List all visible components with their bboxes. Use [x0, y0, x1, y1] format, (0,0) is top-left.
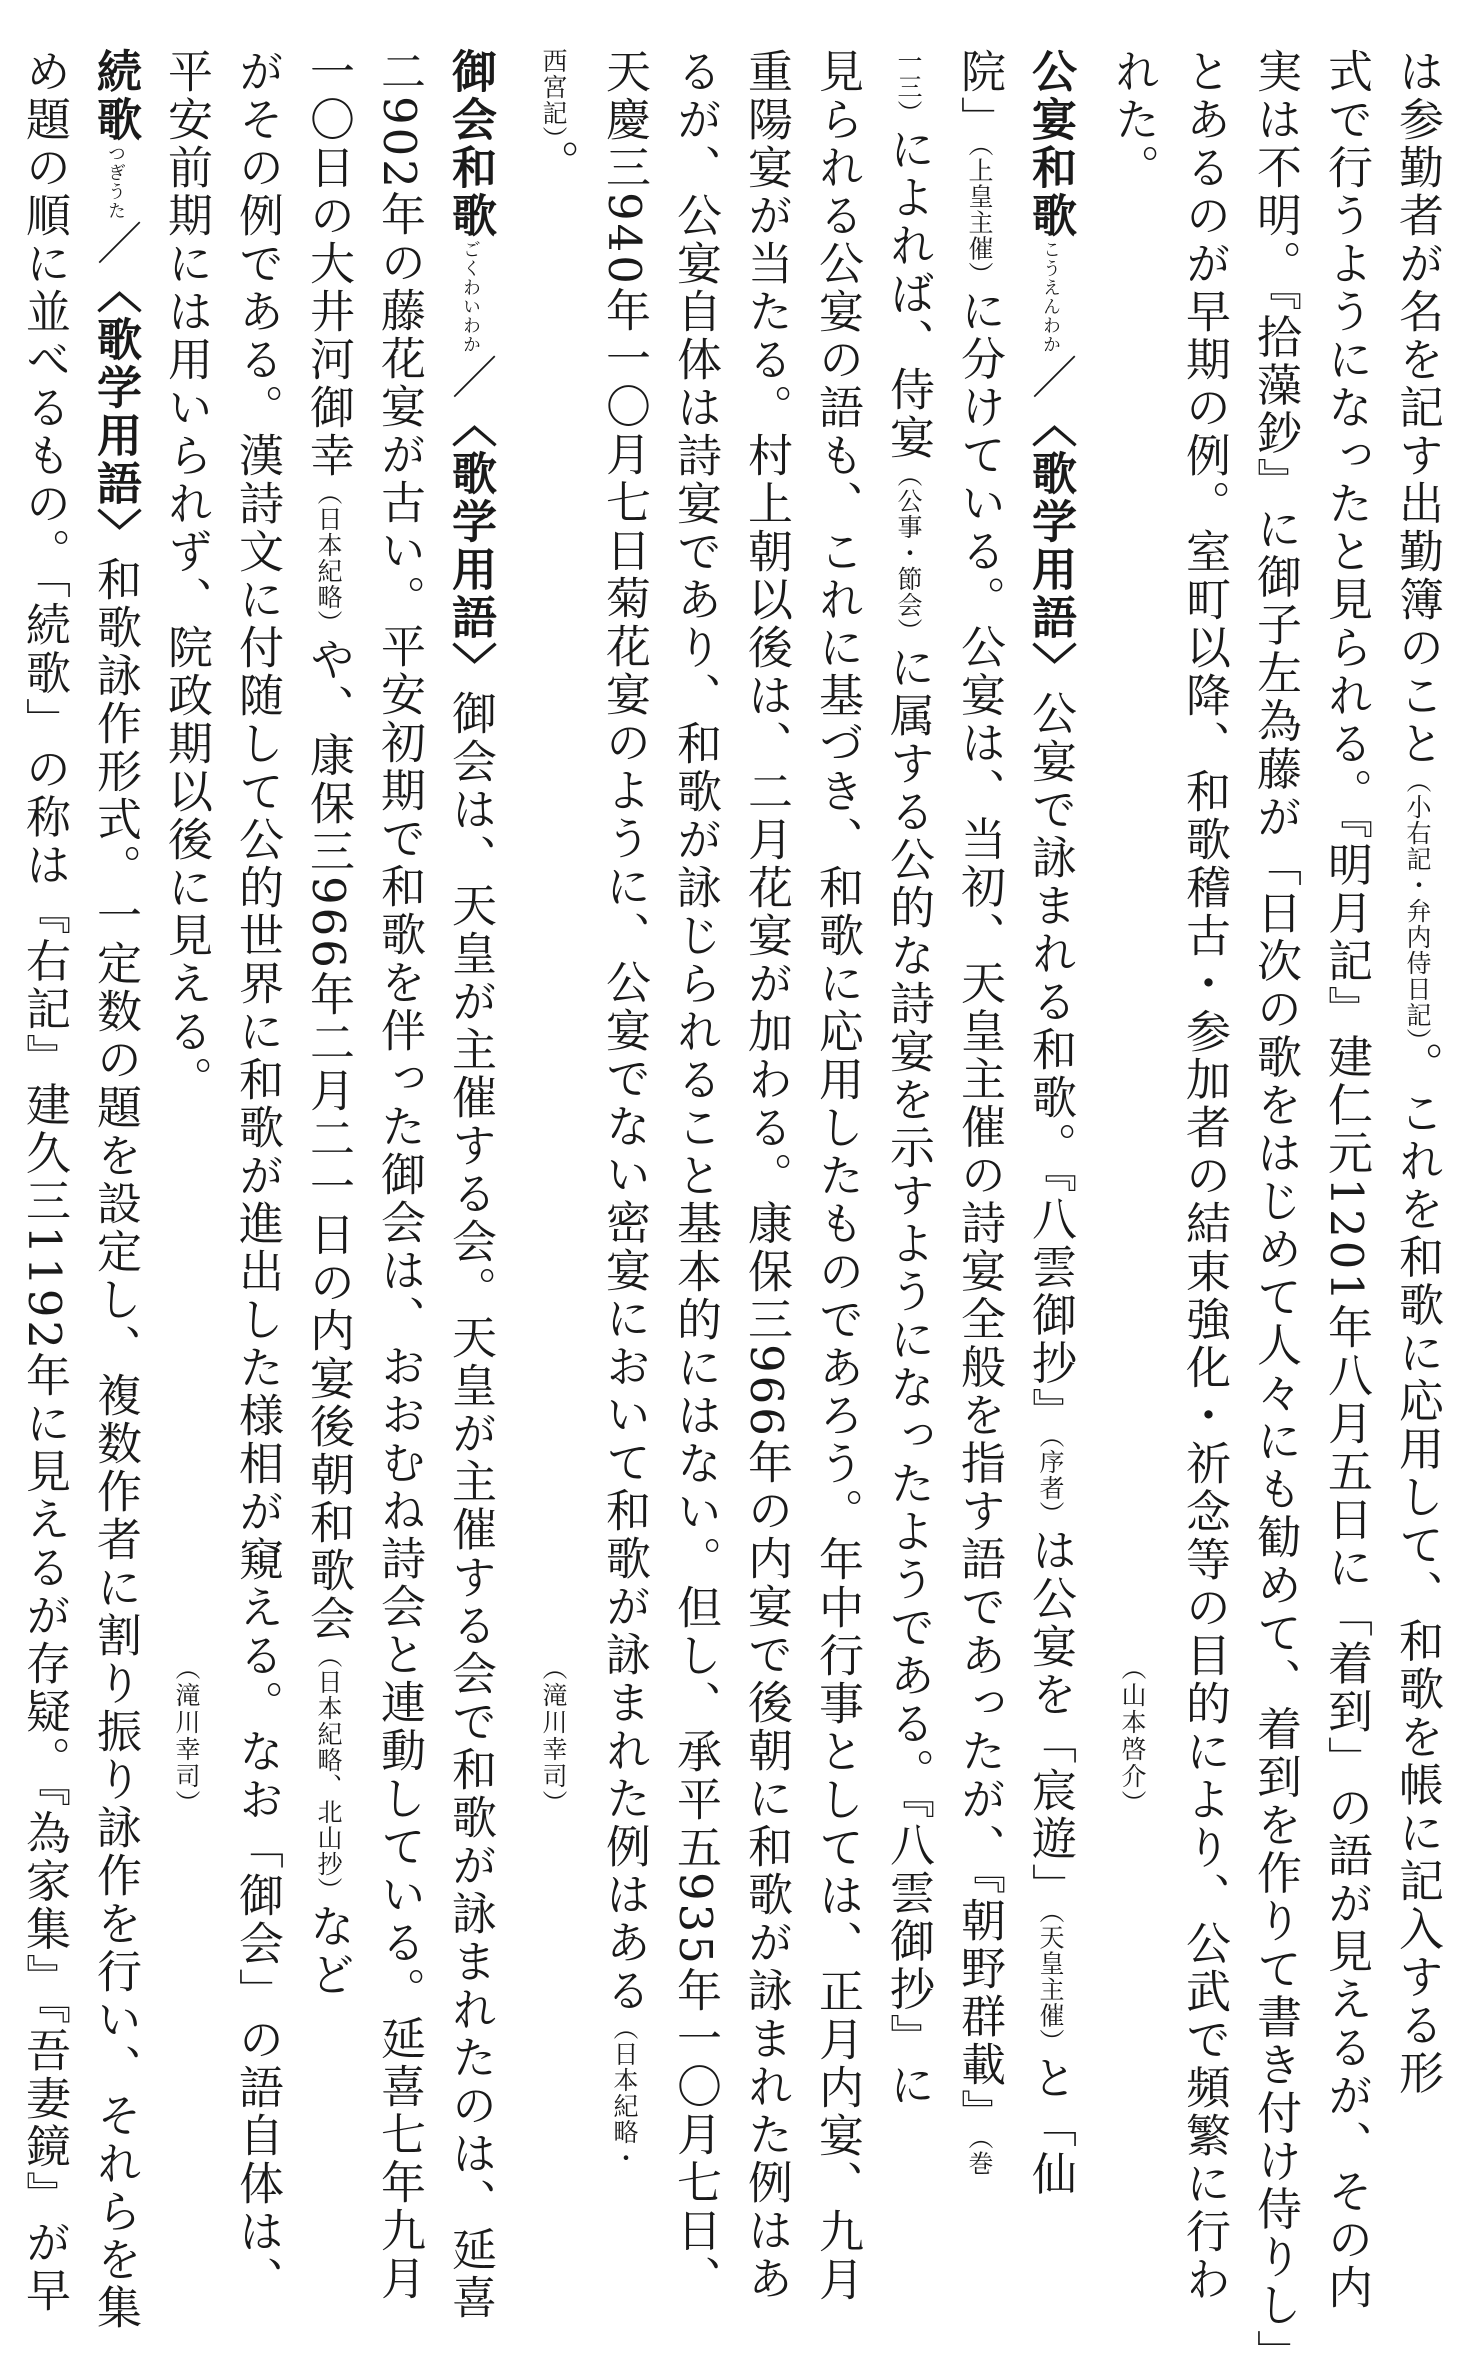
annotation: （日本紀略・ — [610, 2014, 639, 2171]
text-column — [1391, 48, 1444, 2098]
body-text: と「仙 — [1024, 2054, 1077, 2199]
body-text: は参勤者が名を記す出勤簿のこと — [1391, 48, 1444, 768]
entry-heading: 御会和歌 — [444, 48, 497, 240]
body-text: は公宴を「宸遊」 — [1024, 1527, 1077, 1911]
body-text: 和歌詠作形式。一定数の題を設定し、複数作者に割り振り詠作を行い、それらを集 — [89, 556, 142, 2332]
body-text: ／ — [444, 354, 497, 402]
entry-heading: 公宴和歌 — [1024, 48, 1077, 240]
annotation: （序者） — [1036, 1435, 1065, 1527]
annotation: 一三） — [894, 48, 923, 126]
author-credit: （滝川幸司） — [172, 1655, 201, 1817]
body-text: 公宴で詠まれる和歌。『八雲御抄』 — [1024, 690, 1077, 1436]
body-text: がその例である。漢詩文に付随して公的世界に和歌が進出した様相が窺える。なお「御会」の語自体は、 — [231, 48, 284, 2304]
body-text: 式で行うようになったと見られる。『明月記』建仁元1201年八月五日に「着到」の語が見えるが、その内 — [1320, 48, 1373, 2313]
annotation: （日本紀略） — [314, 480, 343, 636]
text-column — [89, 48, 142, 2332]
body-text: 院」 — [953, 48, 1006, 144]
text-column — [669, 48, 722, 2303]
body-text: とあるのが早期の例。室町以降、和歌稽古・参加者の結束強化・祈念等の目的により、公武で頻繁に行わ — [1178, 48, 1231, 2304]
text-column — [527, 48, 580, 1898]
body-text: によれば、侍宴 — [882, 126, 935, 462]
text-column — [160, 48, 213, 1898]
reading-ruby: つぎうた — [105, 144, 126, 220]
text-column — [373, 48, 426, 2303]
text-column — [18, 48, 71, 2316]
body-text: 。これを和歌に応用して、和歌を帳に記入する形 — [1391, 1041, 1444, 2098]
annotation: 西宮記） — [539, 48, 568, 140]
entry-heading: 〈歌学用語〉 — [89, 268, 142, 556]
body-text: 二902年の藤花宴が古い。平安初期で和歌を伴った御会は、おおむね詩会と連動している。延喜七年九月 — [373, 48, 426, 2303]
annotation: （巻 — [965, 2137, 994, 2177]
text-column — [740, 48, 793, 2303]
body-text: 一〇日の大井河御幸 — [302, 48, 355, 480]
text-column — [302, 48, 355, 1999]
entry-heading: 〈歌学用語〉 — [1024, 402, 1077, 690]
body-text: 実は不明。『拾藻鈔』に御子左為藤が「日次の歌をはじめて人々にも勧めて、着到を作りて書き付け侍りし」 — [1249, 48, 1302, 2378]
text-column — [444, 48, 497, 2322]
annotation: （上皇主催） — [965, 144, 994, 288]
body-text: や、康保三966年二月二一日の内宴後朝和歌会 — [302, 636, 355, 1643]
reading-ruby: ごくわいわか — [460, 240, 481, 354]
body-text: 重陽宴が当たる。村上朝以後は、二月花宴が加わる。康保三966年の内宴で後朝に和歌が詠まれた例はあ — [740, 48, 793, 2303]
annotation: （公事・節会） — [894, 462, 923, 644]
annotation: （小右記・弁内侍日記） — [1403, 768, 1432, 1042]
entry-heading: 続歌 — [89, 48, 142, 144]
body-text: 平安前期には用いられず、院政期以後に見える。 — [160, 48, 213, 1104]
body-text: ／ — [89, 220, 142, 268]
text-column — [1107, 48, 1160, 1898]
body-text: 天慶三940年一〇月七日菊花宴のように、公宴でない密宴において和歌が詠まれた例はある — [598, 48, 651, 2015]
body-text: 。 — [527, 139, 580, 188]
text-column — [231, 48, 284, 2304]
body-text: るが、公宴自体は詩宴であり、和歌が詠じられること基本的にはない。但し、承平五935年一〇月七日、 — [669, 48, 722, 2303]
text-column — [953, 48, 1006, 2177]
text-column — [882, 48, 935, 2110]
author-credit: （滝川幸司） — [539, 1655, 568, 1817]
text-column — [811, 48, 864, 2304]
text-column — [1178, 48, 1231, 2304]
text-column — [1024, 48, 1077, 2199]
text-column — [1320, 48, 1373, 2313]
body-text: れた。 — [1107, 48, 1160, 192]
text-column — [598, 48, 651, 2171]
body-text: など — [302, 1902, 355, 1999]
entry-heading: 〈歌学用語〉 — [444, 402, 497, 690]
annotation: （天皇主催） — [1036, 1911, 1065, 2055]
body-text: に属する公的な詩宴を示すようになったようである。『八雲御抄』に — [882, 644, 935, 2110]
body-text: め題の順に並べるもの。「続歌」の称は『右記』建久三1192年に見えるが存疑。『為家集』『吾妻鏡』が早 — [18, 48, 71, 2316]
body-text: ／ — [1024, 354, 1077, 402]
body-text: 御会は、天皇が主催する会。天皇が主催する会で和歌が詠まれたのは、延喜 — [444, 690, 497, 2322]
annotation: （日本紀略、北山抄） — [314, 1642, 343, 1903]
author-credit: （山本啓介） — [1118, 1655, 1147, 1817]
reading-ruby: こうえんわか — [1040, 240, 1061, 354]
text-column — [1249, 48, 1302, 2378]
body-text: 見られる公宴の語も、これに基づき、和歌に応用したものであろう。年中行事としては、正月内宴、九月 — [811, 48, 864, 2304]
body-text: に分けている。公宴は、当初、天皇主催の詩宴全般を指す語であったが、『朝野群載』 — [953, 287, 1006, 2137]
